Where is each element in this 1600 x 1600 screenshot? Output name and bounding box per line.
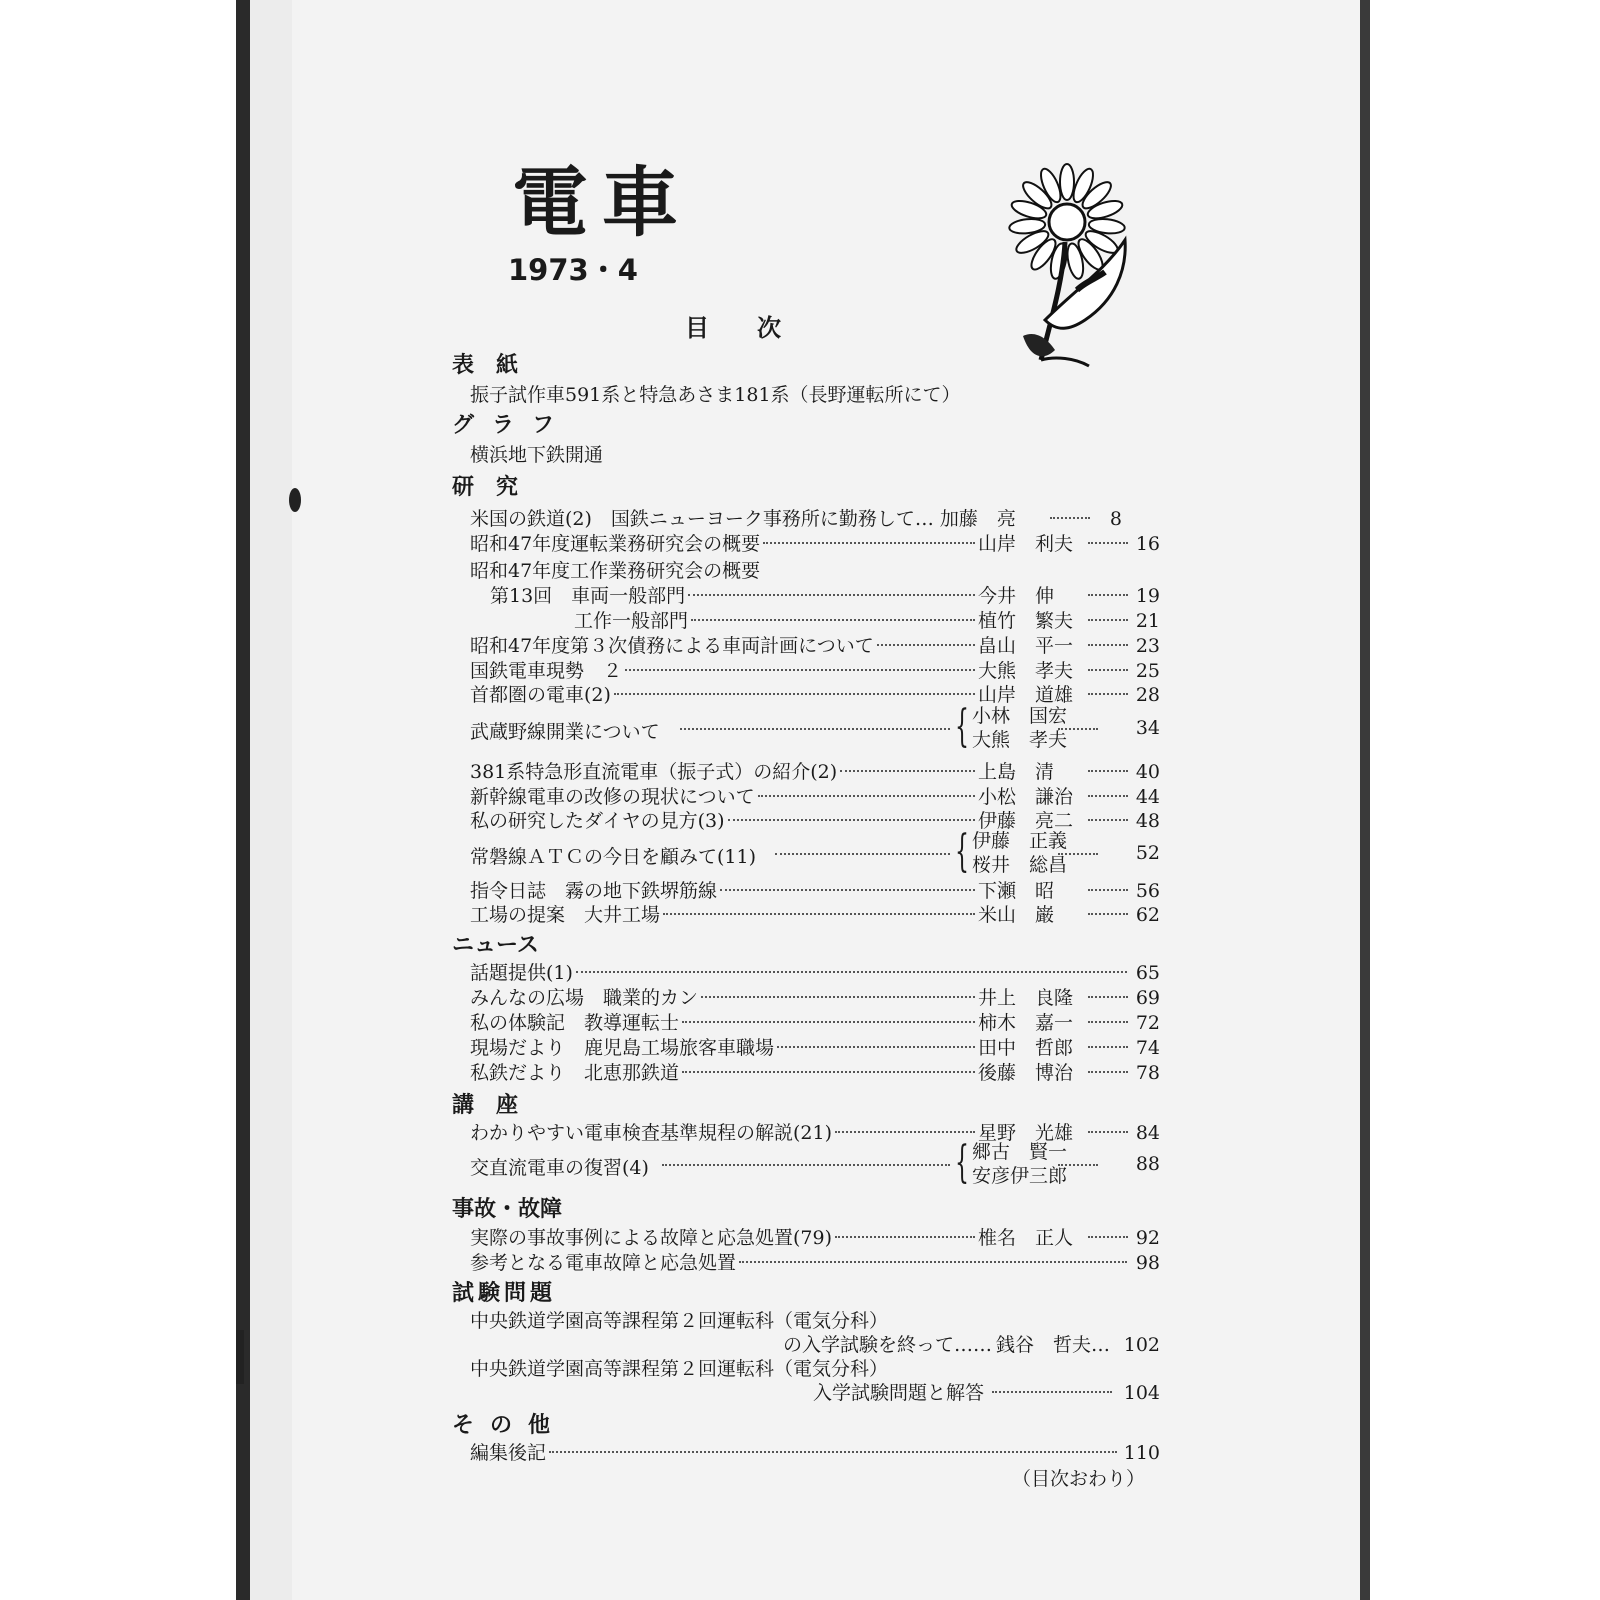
- toc-entry: [470, 958, 1160, 982]
- entry-author: 小松 謙治: [978, 786, 1074, 808]
- toc-entry: [470, 1058, 1160, 1082]
- entry-title: の入学試験を終って……: [782, 1334, 992, 1356]
- toc-entry-multi-author: [470, 826, 1160, 879]
- leader-dots: [728, 819, 975, 821]
- entry-title: 昭和47年度工作業務研究会の概要: [470, 560, 761, 582]
- section-heading-graph: グラフ: [452, 413, 573, 438]
- entry-author: 田中 哲郎: [978, 1037, 1074, 1059]
- entry-page: 98: [1135, 1252, 1160, 1274]
- entry-author: 山岸 道雄: [978, 684, 1074, 706]
- entry-title: 中央鉄道学園高等課程第２回運転科（電気分科）: [470, 1310, 889, 1332]
- entry-page: 74: [1135, 1037, 1160, 1059]
- entry-author: 大熊 孝夫: [978, 660, 1074, 682]
- entry-title: 国鉄電車現勢 ２: [470, 660, 623, 682]
- leader-dots: [682, 1071, 975, 1073]
- toc-entry: [470, 757, 1160, 781]
- entry-author: 加藤 亮: [939, 508, 1016, 530]
- section-heading-course: 講 座: [452, 1093, 519, 1118]
- entry-title: 実際の事故事例による故障と応急処置(79): [470, 1227, 833, 1249]
- section-heading-research: 研 究: [452, 475, 519, 500]
- leader-dots: [1088, 889, 1128, 891]
- toc-entry: [470, 504, 1160, 528]
- section-heading-accidents: 事故・故障: [452, 1197, 563, 1222]
- entry-title: 工作一般部門: [574, 610, 689, 632]
- entry-title: 米国の鉄道(2) 国鉄ニューヨーク事務所に勤務して…: [470, 508, 934, 530]
- toc-entry: [470, 1008, 1160, 1032]
- entry-title: 昭和47年度運転業務研究会の概要: [470, 533, 761, 555]
- entry-page: 69: [1135, 987, 1160, 1009]
- leader-dots: [877, 644, 975, 646]
- toc-entry: [470, 380, 1160, 404]
- leader-dots: [775, 853, 950, 855]
- entry-page: 72: [1135, 1012, 1160, 1034]
- entry-page: 56: [1135, 880, 1160, 902]
- toc-entry: [470, 806, 1160, 830]
- entry-title: 常磐線ＡＴＣの今日を顧みて(11): [470, 846, 757, 868]
- leader-dots: [1058, 1164, 1098, 1166]
- contents-end-note: （目次おわり）: [1012, 1468, 1146, 1490]
- entry-title: 新幹線電車の改修の現状について: [470, 786, 755, 808]
- leader-dots: [1088, 594, 1128, 596]
- entry-title: 参考となる電車故障と応急処置: [470, 1252, 737, 1274]
- entry-page: 34: [1135, 717, 1160, 739]
- toc-entry: [470, 900, 1160, 924]
- leader-dots: [663, 913, 975, 915]
- leader-dots: [1088, 644, 1128, 646]
- leader-dots: [835, 1131, 975, 1133]
- toc-entry: [470, 1354, 1160, 1378]
- entry-page: 28: [1135, 684, 1160, 706]
- leader-dots: [992, 1391, 1112, 1393]
- leader-dots: [1088, 1046, 1128, 1048]
- entry-author: 小林 国宏: [972, 705, 1068, 727]
- entry-title: 指令日誌 霧の地下鉄堺筋線: [470, 880, 718, 902]
- entry-page: 21: [1135, 610, 1160, 632]
- entry-page: 104: [1123, 1382, 1160, 1404]
- binding-mark-bottom: [236, 1330, 244, 1384]
- leader-dots: [739, 1261, 1127, 1263]
- leader-dots: [691, 619, 975, 621]
- contents-heading: 目 次: [685, 314, 781, 342]
- leader-dots: [1088, 619, 1128, 621]
- entry-author: 畠山 平一: [978, 635, 1074, 657]
- leader-dots: [1088, 669, 1128, 671]
- toc-entry: [470, 1330, 1160, 1354]
- page-edge: [1360, 0, 1370, 1600]
- leader-dots: [680, 728, 950, 730]
- toc-entry: [470, 529, 1160, 553]
- entry-page: 16: [1135, 533, 1160, 555]
- leader-dots: [1088, 913, 1128, 915]
- entry-author: 植竹 繁夫: [978, 610, 1074, 632]
- brace-icon: {: [955, 826, 969, 877]
- brace-icon: {: [955, 701, 969, 752]
- entry-page: 78: [1135, 1062, 1160, 1084]
- entry-page: 44: [1135, 786, 1160, 808]
- leader-dots: [688, 594, 975, 596]
- leader-dots: [614, 693, 975, 695]
- leader-dots: [777, 1046, 975, 1048]
- leader-dots: [1088, 542, 1128, 544]
- entry-title: 編集後記: [470, 1442, 547, 1464]
- leader-dots: [835, 1236, 975, 1238]
- leader-dots: [1058, 728, 1098, 730]
- leader-dots: [625, 669, 975, 671]
- entry-author: 星野 光雄: [978, 1122, 1074, 1144]
- entry-page: 23: [1135, 635, 1160, 657]
- leader-dots: [840, 770, 975, 772]
- toc-entry: [470, 656, 1160, 680]
- toc-entry: [470, 680, 1160, 704]
- entry-title: 381系特急形直流電車（振子式）の紹介(2): [470, 761, 838, 783]
- issue-date: 1973・4: [508, 253, 638, 287]
- section-heading-exams: 試験問題: [452, 1281, 557, 1306]
- entry-title: わかりやすい電車検査基準規程の解説(21): [470, 1122, 833, 1144]
- entry-page: 110: [1123, 1442, 1160, 1464]
- leader-dots: [763, 542, 975, 544]
- toc-entry: [470, 876, 1160, 900]
- entry-title: みんなの広場 職業的カン: [470, 987, 699, 1009]
- entry-page: 19: [1135, 585, 1160, 607]
- leader-dots: [1088, 819, 1128, 821]
- entry-author: 椎名 正人: [978, 1227, 1074, 1249]
- section-heading-cover: 表 紙: [452, 353, 519, 378]
- entry-title: 横浜地下鉄開通: [470, 444, 604, 466]
- entry-title: 私鉄だより 北恵那鉄道: [470, 1062, 680, 1084]
- leader-dots: [1088, 1021, 1128, 1023]
- entry-page: 65: [1135, 962, 1160, 984]
- entry-title: 首都圏の電車(2): [470, 684, 611, 706]
- toc-entry: [470, 440, 1160, 464]
- toc-entry: [470, 556, 1160, 580]
- toc-entry: [470, 1118, 1160, 1142]
- leader-dots: [1058, 853, 1098, 855]
- entry-author: 柿木 嘉一: [978, 1012, 1074, 1034]
- entry-page: 88: [1135, 1153, 1160, 1175]
- entry-title: 中央鉄道学園高等課程第２回運転科（電気分科）: [470, 1358, 889, 1380]
- entry-author: 上島 清: [978, 761, 1055, 783]
- entry-page: 84: [1135, 1122, 1160, 1144]
- binding-hole-top: [289, 488, 301, 512]
- leader-dots: [662, 1164, 950, 1166]
- entry-page: 25: [1135, 660, 1160, 682]
- leader-dots: [549, 1451, 1117, 1453]
- entry-author: 大熊 孝夫: [972, 729, 1068, 751]
- leader-dots: [682, 1021, 975, 1023]
- entry-title: 入学試験問題と解答: [812, 1382, 984, 1404]
- section-heading-news: ニュース: [452, 933, 539, 958]
- entry-title: 武蔵野線開業について: [470, 721, 660, 743]
- entry-title: 工場の提案 大井工場: [470, 904, 661, 926]
- entry-author: 桜井 総昌: [972, 854, 1068, 876]
- entry-page: 52: [1135, 842, 1160, 864]
- entry-page: 62: [1135, 904, 1160, 926]
- toc-entry: [470, 581, 1160, 605]
- section-heading-other: その他: [452, 1413, 567, 1438]
- toc-entry: [470, 1223, 1160, 1247]
- entry-title: 現場だより 鹿児島工場旅客車職場: [470, 1037, 775, 1059]
- entry-author: 銭谷 哲夫…: [996, 1334, 1111, 1356]
- leader-dots: [1088, 770, 1128, 772]
- toc-entry: [470, 1378, 1160, 1402]
- entry-title: 第13回 車両一般部門: [490, 585, 686, 607]
- entry-author: 山岸 利夫: [978, 533, 1074, 555]
- entry-title: 昭和47年度第３次債務による車両計画について: [470, 635, 874, 657]
- entry-page: 8: [1109, 508, 1122, 530]
- leader-dots: [1088, 996, 1128, 998]
- toc-entry: [470, 782, 1160, 806]
- entry-author: 今井 伸: [978, 585, 1055, 607]
- entry-author: 郷古 賢一: [972, 1141, 1068, 1163]
- entry-author: 伊藤 正義: [972, 830, 1068, 852]
- entry-author: 下瀬 昭: [978, 880, 1055, 902]
- entry-author: 伊藤 亮二: [978, 810, 1074, 832]
- leader-dots: [720, 889, 975, 891]
- entry-page: 48: [1135, 810, 1160, 832]
- entry-author: 井上 良隆: [978, 987, 1074, 1009]
- leader-dots: [576, 971, 1127, 973]
- entry-author: 後藤 博治: [978, 1062, 1074, 1084]
- toc-entry: [470, 606, 1160, 630]
- leader-dots: [1088, 795, 1128, 797]
- leader-dots: [1088, 1236, 1128, 1238]
- leader-dots: [1088, 1071, 1128, 1073]
- toc-entry: [470, 1438, 1160, 1462]
- brace-icon: {: [955, 1137, 969, 1188]
- toc-entry: [470, 1306, 1160, 1330]
- entry-page: 102: [1123, 1334, 1160, 1356]
- leader-dots: [1088, 693, 1128, 695]
- toc-entry-multi-author: [470, 1137, 1160, 1190]
- toc-entry-multi-author: [470, 701, 1160, 754]
- sunflower-illustration: [1005, 160, 1155, 380]
- entry-title: 私の研究したダイヤの見方(3): [470, 810, 725, 832]
- toc-entry: [470, 631, 1160, 655]
- entry-page: 92: [1135, 1227, 1160, 1249]
- entry-title: 交直流電車の復習(4): [470, 1157, 649, 1179]
- leader-dots: [1088, 1131, 1128, 1133]
- entry-title: 話題提供(1): [470, 962, 573, 984]
- entry-author: 安彦伊三郎: [972, 1165, 1068, 1187]
- toc-entry: [470, 1033, 1160, 1057]
- toc-entry: [470, 983, 1160, 1007]
- magazine-title: 電車: [512, 158, 692, 247]
- entry-page: 40: [1135, 761, 1160, 783]
- entry-author: 米山 巌: [978, 904, 1055, 926]
- toc-entry: [470, 1248, 1160, 1272]
- leader-dots: [758, 795, 975, 797]
- leader-dots: [1050, 517, 1090, 519]
- entry-title: 私の体験記 教導運転士: [470, 1012, 680, 1034]
- leader-dots: [701, 996, 975, 998]
- entry-title: 振子試作車591系と特急あさま181系（長野運転所にて）: [470, 384, 961, 406]
